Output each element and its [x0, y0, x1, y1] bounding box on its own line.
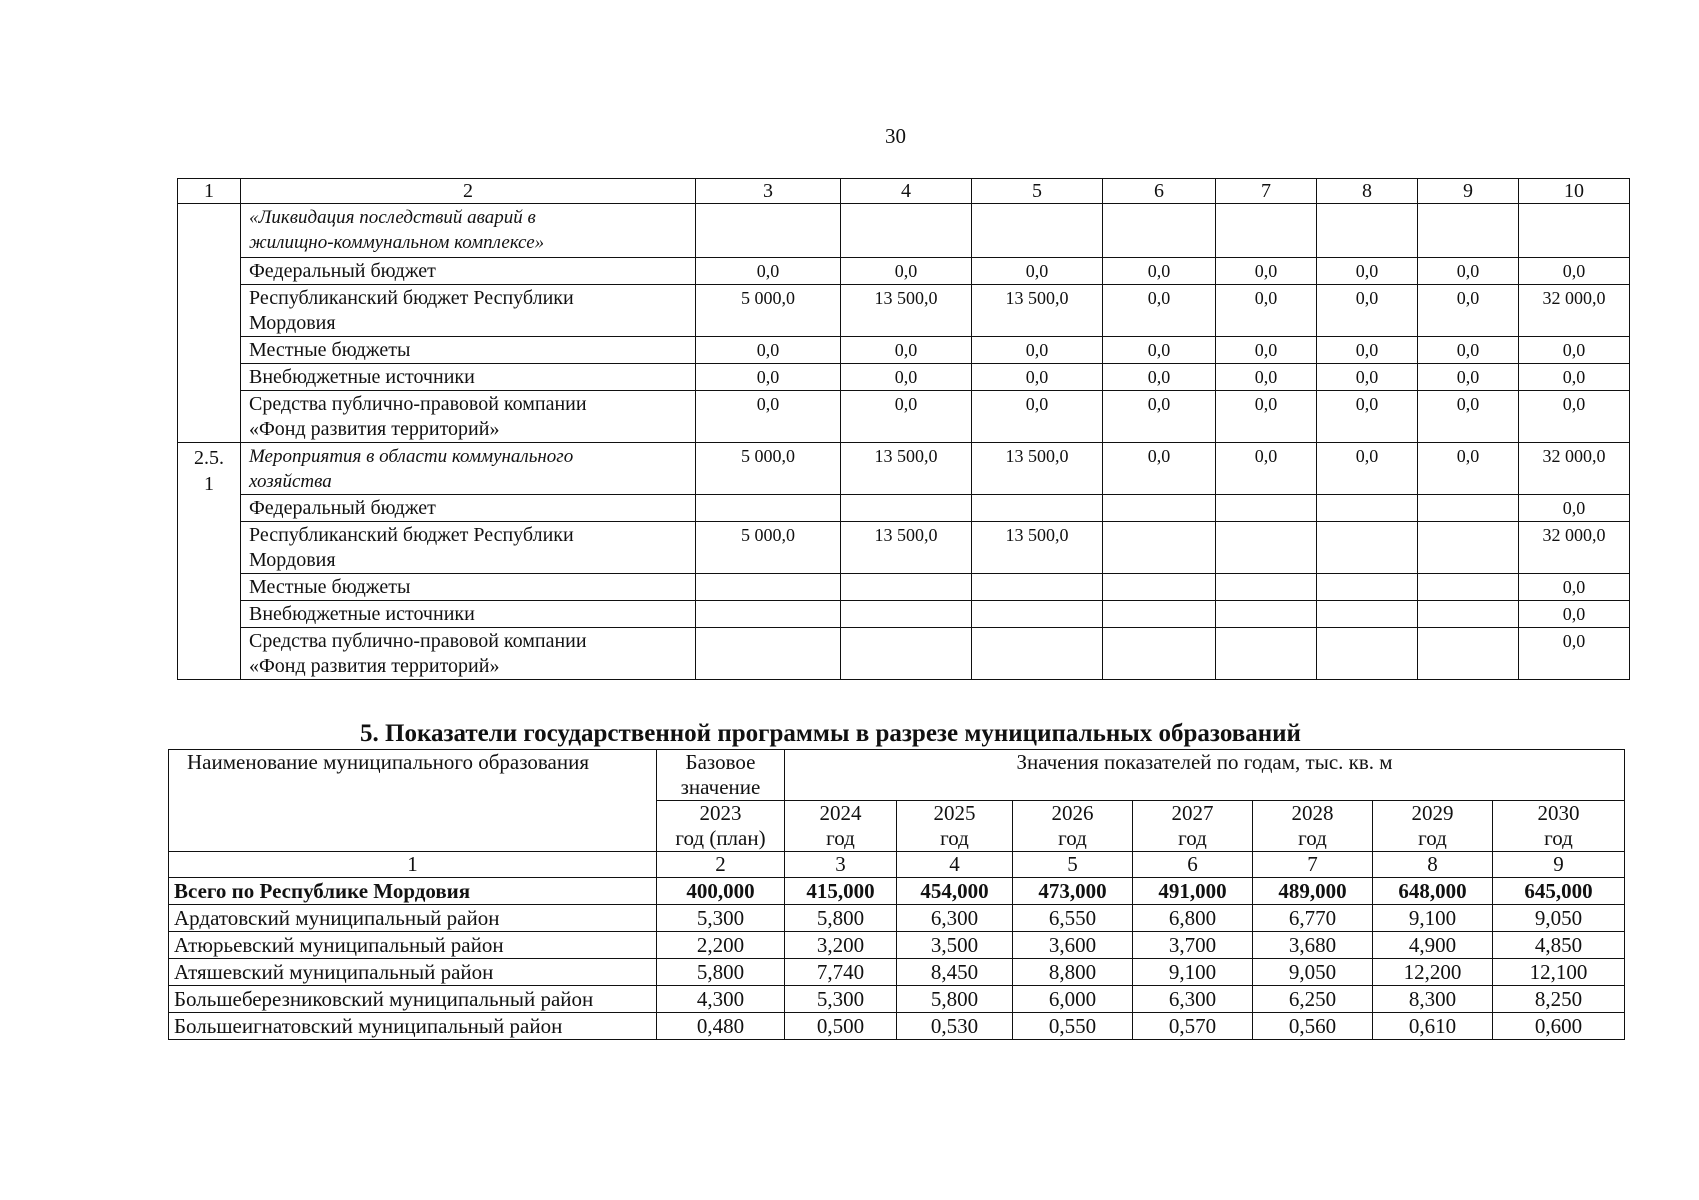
table-row	[178, 204, 1630, 258]
col-number: 7	[1253, 852, 1373, 878]
header-year: 2024 год	[785, 801, 897, 852]
value-cell: 400,000	[657, 878, 785, 905]
value-cell: 5 000,0	[696, 522, 841, 574]
value-cell	[1103, 628, 1216, 680]
row-label: Федеральный бюджет	[241, 258, 696, 285]
value-cell: 0,0	[1519, 601, 1630, 628]
value-cell: 0,0	[841, 391, 972, 443]
table-row	[169, 1013, 1625, 1040]
value-cell	[1216, 495, 1317, 522]
value-cell	[1216, 574, 1317, 601]
col-number: 1	[169, 852, 657, 878]
value-cell: 5,800	[657, 959, 785, 986]
page-number: 30	[885, 124, 906, 148]
value-cell	[1418, 628, 1519, 680]
value-cell: 0,0	[1317, 443, 1418, 495]
municipality-name: Всего по Республике Мордовия	[169, 878, 657, 905]
header-year: 2028 год	[1253, 801, 1373, 852]
value-cell: 6,250	[1253, 986, 1373, 1013]
value-cell: 0,0	[1519, 628, 1630, 680]
column-number-row	[178, 179, 1630, 204]
value-cell: 6,300	[1133, 986, 1253, 1013]
value-cell: 3,600	[1013, 932, 1133, 959]
value-cell: 5,300	[785, 986, 897, 1013]
table-row	[178, 391, 1630, 443]
value-cell: 5 000,0	[696, 443, 841, 495]
value-cell: 0,0	[1216, 364, 1317, 391]
value-cell: 0,0	[1103, 285, 1216, 337]
header-name-col: Наименование муниципального образования	[169, 750, 657, 852]
table-row	[169, 932, 1625, 959]
value-cell	[1317, 522, 1418, 574]
row-label: Средства публично-правовой компании «Фонд развития территорий»	[241, 391, 696, 443]
value-cell: 9,050	[1253, 959, 1373, 986]
value-cell	[1216, 601, 1317, 628]
table-row	[178, 522, 1630, 574]
header-year: 2026 год	[1013, 801, 1133, 852]
value-cell: 0,0	[972, 258, 1103, 285]
value-cell	[1216, 628, 1317, 680]
table-row	[169, 959, 1625, 986]
value-cell	[1317, 628, 1418, 680]
value-cell	[1216, 522, 1317, 574]
value-cell: 0,600	[1493, 1013, 1625, 1040]
value-cell	[1103, 574, 1216, 601]
value-cell: 0,0	[1519, 495, 1630, 522]
header-year: 2025 год	[897, 801, 1013, 852]
value-cell: 0,0	[1103, 443, 1216, 495]
value-cell: 0,0	[1103, 391, 1216, 443]
value-cell: 9,100	[1133, 959, 1253, 986]
row-label: Местные бюджеты	[241, 574, 696, 601]
value-cell: 489,000	[1253, 878, 1373, 905]
value-cell	[972, 204, 1103, 258]
header-year: 2029 год	[1373, 801, 1493, 852]
value-cell: 491,000	[1133, 878, 1253, 905]
value-cell	[1103, 204, 1216, 258]
col-number: 9	[1493, 852, 1625, 878]
value-cell: 0,0	[1418, 364, 1519, 391]
value-cell: 0,0	[1216, 285, 1317, 337]
municipality-name: Атюрьевский муниципальный район	[169, 932, 657, 959]
program-title: «Ликвидация последствий аварий в жилищно-коммунальном комплексе»	[241, 204, 696, 258]
value-cell: 6,770	[1253, 905, 1373, 932]
value-cell: 4,850	[1493, 932, 1625, 959]
value-cell	[1317, 495, 1418, 522]
value-cell: 13 500,0	[972, 522, 1103, 574]
indicators-table	[168, 749, 1625, 1040]
value-cell: 0,0	[1519, 391, 1630, 443]
value-cell: 0,530	[897, 1013, 1013, 1040]
value-cell: 4,900	[1373, 932, 1493, 959]
value-cell	[1317, 204, 1418, 258]
value-cell: 0,0	[1317, 285, 1418, 337]
value-cell: 5,800	[785, 905, 897, 932]
value-cell: 13 500,0	[841, 522, 972, 574]
value-cell: 0,0	[1418, 285, 1519, 337]
table-row	[178, 337, 1630, 364]
value-cell	[1418, 495, 1519, 522]
value-cell: 0,0	[1519, 258, 1630, 285]
value-cell: 0,0	[1103, 337, 1216, 364]
col-number: 8	[1373, 852, 1493, 878]
value-cell	[1519, 204, 1630, 258]
value-cell: 0,0	[841, 337, 972, 364]
value-cell	[1103, 522, 1216, 574]
value-cell: 5,300	[657, 905, 785, 932]
value-cell	[696, 628, 841, 680]
value-cell: 0,0	[972, 391, 1103, 443]
value-cell: 0,550	[1013, 1013, 1133, 1040]
value-cell: 3,200	[785, 932, 897, 959]
municipality-name: Атяшевский муниципальный район	[169, 959, 657, 986]
value-cell: 6,300	[897, 905, 1013, 932]
value-cell	[696, 574, 841, 601]
value-cell	[972, 628, 1103, 680]
value-cell	[1418, 522, 1519, 574]
value-cell: 13 500,0	[972, 285, 1103, 337]
header-row	[169, 750, 1625, 801]
col-number: 9	[1418, 179, 1519, 204]
value-cell: 0,0	[1103, 258, 1216, 285]
value-cell: 0,0	[1317, 337, 1418, 364]
value-cell: 0,610	[1373, 1013, 1493, 1040]
row-label: Республиканский бюджет Республики Мордовия	[241, 522, 696, 574]
value-cell: 454,000	[897, 878, 1013, 905]
table-row-total	[169, 878, 1625, 905]
table-row	[178, 285, 1630, 337]
value-cell: 0,0	[696, 364, 841, 391]
table-row	[178, 574, 1630, 601]
value-cell: 0,0	[1418, 258, 1519, 285]
value-cell	[1317, 601, 1418, 628]
value-cell: 0,0	[1317, 258, 1418, 285]
value-cell	[696, 495, 841, 522]
funding-table	[177, 178, 1630, 680]
value-cell: 0,0	[1216, 391, 1317, 443]
value-cell: 8,250	[1493, 986, 1625, 1013]
value-cell: 0,0	[972, 337, 1103, 364]
col-number: 5	[1013, 852, 1133, 878]
value-cell: 0,0	[1103, 364, 1216, 391]
value-cell	[841, 601, 972, 628]
value-cell: 473,000	[1013, 878, 1133, 905]
value-cell: 32 000,0	[1519, 522, 1630, 574]
value-cell: 0,480	[657, 1013, 785, 1040]
value-cell: 0,0	[1216, 337, 1317, 364]
col-number: 3	[696, 179, 841, 204]
value-cell: 3,500	[897, 932, 1013, 959]
section-title: 5. Показатели государственной программы в разрезе муниципальных образований	[360, 720, 1301, 747]
table-row	[178, 628, 1630, 680]
value-cell	[1103, 495, 1216, 522]
value-cell: 0,0	[1519, 337, 1630, 364]
row-number-cell	[178, 204, 241, 443]
value-cell	[841, 204, 972, 258]
row-number-cell: 2.5. 1	[178, 443, 241, 680]
col-number: 10	[1519, 179, 1630, 204]
value-cell: 5 000,0	[696, 285, 841, 337]
value-cell: 0,560	[1253, 1013, 1373, 1040]
value-cell	[696, 601, 841, 628]
col-number: 3	[785, 852, 897, 878]
value-cell: 0,0	[1317, 364, 1418, 391]
value-cell	[1418, 204, 1519, 258]
value-cell: 32 000,0	[1519, 443, 1630, 495]
value-cell: 8,800	[1013, 959, 1133, 986]
value-cell: 0,0	[972, 364, 1103, 391]
column-number-row	[169, 852, 1625, 878]
header-year: 2030 год	[1493, 801, 1625, 852]
value-cell: 6,550	[1013, 905, 1133, 932]
value-cell: 13 500,0	[841, 285, 972, 337]
col-number: 1	[178, 179, 241, 204]
table-row	[169, 905, 1625, 932]
program-title: Мероприятия в области коммунального хозяйства	[241, 443, 696, 495]
header-base-col: Базовое значение	[657, 750, 785, 801]
row-label: Республиканский бюджет Республики Мордовия	[241, 285, 696, 337]
value-cell	[972, 495, 1103, 522]
value-cell: 648,000	[1373, 878, 1493, 905]
header-year: 2027 год	[1133, 801, 1253, 852]
municipality-name: Ардатовский муниципальный район	[169, 905, 657, 932]
table-row	[178, 443, 1630, 495]
value-cell: 12,200	[1373, 959, 1493, 986]
value-cell	[696, 204, 841, 258]
table-row	[178, 495, 1630, 522]
value-cell	[1103, 601, 1216, 628]
municipality-name: Большеигнатовский муниципальный район	[169, 1013, 657, 1040]
value-cell: 4,300	[657, 986, 785, 1013]
col-number: 6	[1103, 179, 1216, 204]
col-number: 4	[841, 179, 972, 204]
value-cell: 32 000,0	[1519, 285, 1630, 337]
value-cell	[1216, 204, 1317, 258]
value-cell	[972, 601, 1103, 628]
value-cell: 0,0	[696, 391, 841, 443]
value-cell	[841, 574, 972, 601]
table-row	[169, 986, 1625, 1013]
col-number: 7	[1216, 179, 1317, 204]
value-cell: 13 500,0	[841, 443, 972, 495]
row-label: Внебюджетные источники	[241, 364, 696, 391]
value-cell: 13 500,0	[972, 443, 1103, 495]
value-cell: 645,000	[1493, 878, 1625, 905]
value-cell: 0,0	[1317, 391, 1418, 443]
value-cell: 0,0	[1519, 574, 1630, 601]
value-cell: 0,0	[841, 258, 972, 285]
value-cell: 0,0	[1418, 337, 1519, 364]
municipality-name: Большеберезниковский муниципальный район	[169, 986, 657, 1013]
value-cell: 9,100	[1373, 905, 1493, 932]
table-row	[178, 601, 1630, 628]
col-number: 2	[657, 852, 785, 878]
value-cell: 0,0	[1519, 364, 1630, 391]
value-cell: 0,0	[696, 337, 841, 364]
header-values-title: Значения показателей по годам, тыс. кв. м	[785, 750, 1625, 801]
header-year: 2023 год (план)	[657, 801, 785, 852]
value-cell: 12,100	[1493, 959, 1625, 986]
value-cell: 6,800	[1133, 905, 1253, 932]
col-number: 2	[241, 179, 696, 204]
value-cell	[972, 574, 1103, 601]
row-label: Местные бюджеты	[241, 337, 696, 364]
table-row	[178, 258, 1630, 285]
value-cell: 0,0	[1418, 443, 1519, 495]
value-cell: 0,570	[1133, 1013, 1253, 1040]
value-cell: 3,680	[1253, 932, 1373, 959]
value-cell: 2,200	[657, 932, 785, 959]
value-cell	[1418, 601, 1519, 628]
value-cell	[1317, 574, 1418, 601]
value-cell: 415,000	[785, 878, 897, 905]
row-label: Внебюджетные источники	[241, 601, 696, 628]
value-cell: 0,0	[1216, 443, 1317, 495]
value-cell: 8,300	[1373, 986, 1493, 1013]
col-number: 4	[897, 852, 1013, 878]
value-cell: 0,0	[696, 258, 841, 285]
col-number: 8	[1317, 179, 1418, 204]
value-cell	[841, 495, 972, 522]
col-number: 5	[972, 179, 1103, 204]
row-label: Федеральный бюджет	[241, 495, 696, 522]
value-cell	[1418, 574, 1519, 601]
value-cell: 6,000	[1013, 986, 1133, 1013]
value-cell: 3,700	[1133, 932, 1253, 959]
row-label: Средства публично-правовой компании «Фонд развития территорий»	[241, 628, 696, 680]
value-cell: 7,740	[785, 959, 897, 986]
value-cell: 9,050	[1493, 905, 1625, 932]
value-cell: 8,450	[897, 959, 1013, 986]
value-cell: 0,500	[785, 1013, 897, 1040]
table-row	[178, 364, 1630, 391]
value-cell	[841, 628, 972, 680]
value-cell: 0,0	[841, 364, 972, 391]
value-cell: 0,0	[1216, 258, 1317, 285]
value-cell: 5,800	[897, 986, 1013, 1013]
col-number: 6	[1133, 852, 1253, 878]
value-cell: 0,0	[1418, 391, 1519, 443]
